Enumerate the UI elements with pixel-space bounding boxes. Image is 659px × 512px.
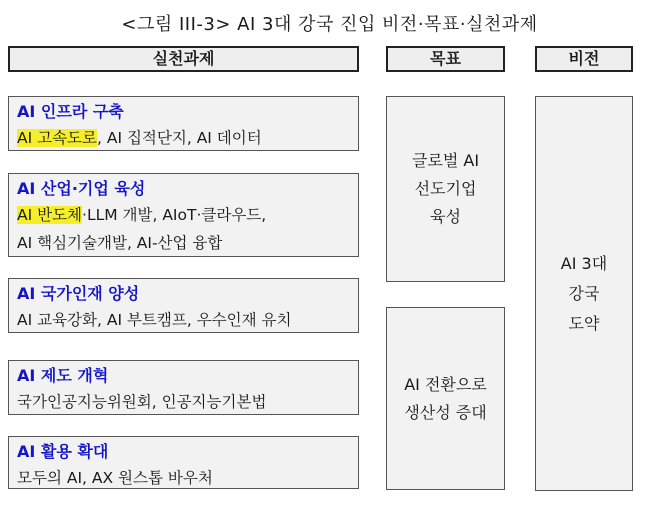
task-detail-line [17, 201, 358, 229]
task-detail-line: 국가인공지능위원회, 인공지능기본법 [17, 393, 267, 411]
task-title: AI 활용 확대 [17, 442, 109, 461]
vision-box [535, 96, 633, 491]
task-box-ai-infrastructure [8, 96, 359, 151]
goal-line: 육성 [430, 207, 461, 226]
vision-line: 도약 [568, 313, 600, 333]
goal-line: 글로벌 AI [411, 151, 480, 170]
task-box-ai-adoption [8, 436, 359, 489]
task-detail-line [17, 124, 358, 152]
task-detail-text: , AI 집적단지, AI 데이터 [97, 129, 262, 147]
task-title: AI 인프라 구축 [17, 102, 124, 121]
goal-line: AI 전환으로 [404, 374, 487, 394]
task-detail-line: AI 핵심기술개발, AI-산업 융합 [17, 234, 223, 252]
goal-box-productivity [386, 307, 505, 490]
goal-line: 생산성 증대 [404, 402, 487, 422]
header-goal: 목표 [386, 46, 505, 72]
goal-line: 선도기업 [414, 179, 477, 198]
task-detail-line: AI 교육강화, AI 부트캠프, 우수인재 유치 [17, 311, 292, 329]
highlighted-text: AI 고속도로 [17, 129, 97, 147]
task-box-ai-talent [8, 278, 359, 333]
vision-line: 강국 [568, 283, 600, 303]
goal-box-global-leaders [386, 96, 505, 282]
task-title: AI 산업·기업 육성 [17, 179, 146, 198]
vision-line: AI 3대 [560, 253, 608, 273]
task-title: AI 국가인재 양성 [17, 284, 140, 303]
header-vision: 비전 [535, 46, 633, 72]
figure-caption: <그림 III-3> AI 3대 강국 진입 비전·목표·실천과제 [121, 14, 538, 35]
task-detail-line: 모두의 AI, AX 원스톱 바우처 [17, 469, 213, 487]
task-title: AI 제도 개혁 [17, 366, 109, 385]
task-box-ai-regulation [8, 360, 359, 415]
task-detail-text: ·LLM 개발, AIoT·클라우드, [82, 206, 267, 224]
highlighted-text: AI 반도체 [17, 206, 83, 224]
task-box-ai-industry [8, 173, 359, 257]
header-tasks: 실천과제 [8, 46, 359, 72]
